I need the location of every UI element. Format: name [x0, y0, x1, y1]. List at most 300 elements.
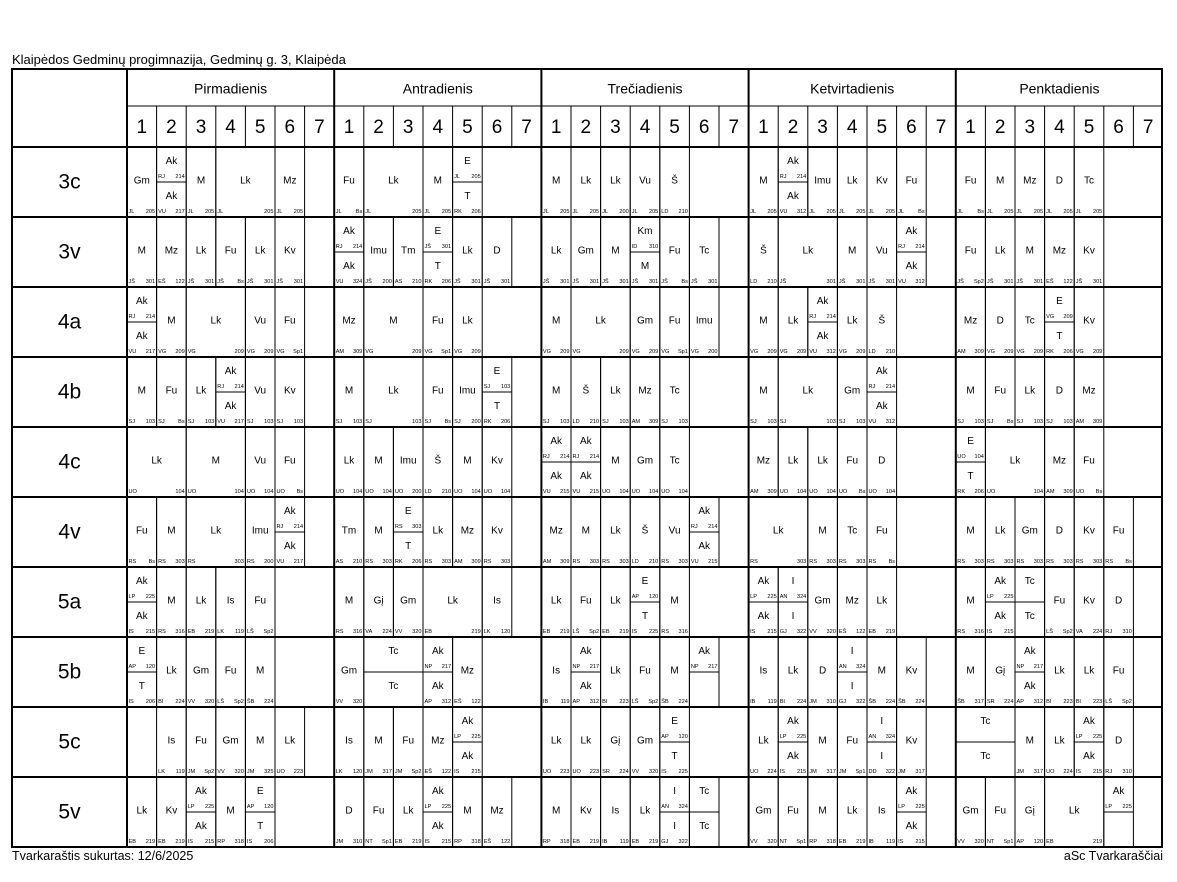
lesson-teacher: UO — [128, 489, 137, 495]
lesson-teacher: RP — [809, 839, 818, 845]
lesson-subject: Š — [671, 175, 678, 187]
lesson-subject: Tc — [1024, 315, 1035, 327]
lesson-room: 303 — [678, 559, 688, 565]
lesson-subject: M — [374, 525, 383, 537]
lesson-room: 224 — [796, 699, 807, 705]
lesson-subject: Lk — [1054, 735, 1065, 747]
lesson-teacher: RS — [246, 559, 255, 565]
period-number: 2 — [373, 117, 384, 138]
lesson-teacher: LŠ — [1105, 699, 1113, 705]
lesson-room: Bs — [858, 489, 866, 495]
lesson-subject: Lk — [550, 245, 562, 257]
lesson-room: 303 — [974, 559, 984, 565]
lesson-room: 214 — [175, 174, 185, 180]
lesson-subject: Gm — [222, 735, 239, 747]
lesson-teacher: VV — [394, 629, 403, 635]
lesson-teacher: RJ — [868, 384, 876, 390]
lesson-subject: Imu — [695, 315, 713, 327]
lesson-teacher: JŠ — [276, 279, 284, 285]
lesson-subject: Kv — [491, 525, 503, 537]
lesson-room: 215 — [560, 489, 570, 495]
lesson-subject: Lk — [1009, 455, 1021, 467]
lesson-teacher: ID — [631, 244, 638, 250]
lesson-teacher: RP — [542, 839, 551, 845]
class-name: 3v — [58, 240, 81, 264]
lesson-teacher: JL — [1016, 209, 1023, 215]
lesson-room: 224 — [915, 699, 925, 705]
lesson-teacher: UO — [602, 489, 611, 495]
day-header: Antradienis — [402, 80, 473, 97]
lesson-teacher: VG — [542, 349, 551, 355]
lesson-room: 320 — [352, 699, 363, 705]
lesson-room: 122 — [500, 839, 511, 845]
lesson-subject: Lk — [802, 245, 814, 257]
lesson-subject: Lk — [772, 525, 784, 537]
lesson-subject: Mz — [490, 805, 504, 817]
lesson-room: 318 — [471, 839, 481, 845]
lesson-teacher: SJ — [365, 419, 372, 425]
lesson-teacher: EB — [1046, 839, 1054, 845]
lesson-subject: Lk — [610, 525, 621, 537]
period-number: 6 — [491, 117, 503, 138]
lesson-subject: Lk — [1068, 805, 1080, 817]
lesson-teacher: UO — [483, 489, 493, 495]
lesson-subject: Lk — [240, 175, 251, 187]
lesson-teacher: JL — [1046, 209, 1053, 215]
lesson-room: 322 — [885, 769, 896, 775]
lesson-teacher: EŠ — [424, 769, 432, 775]
period-number: 2 — [787, 117, 799, 138]
lesson-subject: Ak — [135, 296, 148, 308]
lesson-subject: Gm — [133, 175, 150, 187]
lesson-subject: E — [256, 786, 264, 798]
lesson-room: 310 — [1122, 769, 1132, 775]
lesson-subject: M — [433, 175, 442, 187]
lesson-room: 320 — [767, 839, 777, 845]
lesson-subject: Lk — [610, 175, 621, 187]
period-number: 5 — [462, 117, 473, 138]
lesson-teacher: JL — [602, 209, 609, 215]
lesson-teacher: VU — [128, 349, 137, 355]
lesson-subject: Gm — [636, 315, 654, 327]
lesson-room: 303 — [441, 559, 452, 565]
period-number: 1 — [758, 117, 769, 138]
lesson-room: 324 — [352, 279, 363, 285]
lesson-room: 223 — [619, 699, 629, 705]
lesson-subject: Lk — [846, 805, 858, 817]
lesson-subject: Ak — [579, 436, 592, 448]
lesson-subject: M — [256, 735, 265, 747]
class-name: 5c — [58, 730, 81, 754]
lesson-teacher: JŠ — [868, 279, 876, 285]
lesson-subject: Ak — [875, 366, 888, 378]
lesson-room: 301 — [1004, 279, 1014, 285]
lesson-teacher: RS — [809, 559, 818, 565]
lesson-teacher: IS — [128, 629, 134, 635]
lesson-teacher: VG — [1046, 314, 1055, 320]
lesson-subject: Mz — [1052, 455, 1067, 467]
lesson-teacher: VU — [335, 279, 344, 285]
lesson-subject: Ak — [757, 576, 770, 588]
lesson-teacher: VG — [187, 349, 196, 355]
lesson-room: 225 — [441, 804, 452, 810]
lesson-teacher: AP — [128, 664, 136, 670]
lesson-subject: Ak — [698, 506, 711, 518]
lesson-room: 301 — [708, 279, 718, 285]
lesson-subject: Lk — [432, 525, 444, 537]
lesson-teacher: VV — [217, 769, 225, 775]
lesson-subject: Mz — [283, 175, 297, 187]
lesson-room: 301 — [648, 279, 659, 285]
lesson-room: 309 — [974, 349, 984, 355]
lesson-subject: M — [552, 385, 561, 397]
lesson-room: 224 — [678, 699, 688, 705]
lesson-subject: Ak — [698, 646, 711, 658]
lesson-teacher: JL — [750, 209, 757, 215]
lesson-room: 104 — [382, 489, 392, 495]
lesson-room: 215 — [441, 839, 452, 845]
lesson-room: 210 — [885, 349, 896, 355]
lesson-room: 103 — [560, 419, 570, 425]
lesson-teacher: RS — [1105, 559, 1114, 565]
lesson-teacher: JL — [986, 209, 993, 215]
lesson-teacher: BI — [1046, 699, 1052, 705]
lesson-subject: Lk — [787, 455, 799, 467]
lesson-room: 320 — [412, 629, 422, 635]
brand-label: aSc Tvarkaraščiai — [1063, 849, 1163, 863]
lesson-teacher: LP — [1075, 734, 1083, 740]
lesson-teacher: EŠ — [454, 699, 462, 705]
lesson-subject: Gm — [636, 735, 654, 747]
lesson-subject: Gm — [814, 595, 831, 607]
lesson-room: 120 — [500, 629, 511, 635]
lesson-room: 310 — [648, 244, 659, 250]
lesson-room: 103 — [204, 419, 215, 425]
lesson-room: 122 — [856, 629, 866, 635]
lesson-subject: M — [640, 261, 650, 273]
lesson-teacher: UO — [868, 489, 877, 495]
lesson-subject: Š — [582, 385, 590, 397]
lesson-teacher: JŠ — [986, 279, 994, 285]
lesson-teacher: RS — [957, 559, 966, 565]
lesson-teacher: AP — [631, 594, 640, 600]
lesson-teacher: VG — [365, 349, 374, 355]
lesson-room: 205 — [826, 209, 836, 215]
lesson-teacher: EB — [394, 839, 403, 845]
lesson-room: 310 — [352, 839, 363, 845]
lesson-teacher: RS — [661, 629, 670, 635]
lesson-subject: Ak — [550, 471, 563, 483]
lesson-room: 120 — [352, 769, 363, 775]
lesson-subject: Lk — [550, 735, 562, 747]
lesson-room: 209 — [856, 349, 866, 355]
lesson-teacher: UO — [335, 489, 345, 495]
lesson-room: 303 — [796, 559, 807, 565]
lesson-teacher: JL — [424, 209, 431, 215]
lesson-teacher: SJ — [542, 419, 550, 425]
lesson-teacher: EŠ — [838, 629, 847, 635]
lesson-subject: Ak — [1112, 786, 1125, 798]
lesson-subject: Mz — [431, 735, 445, 747]
lesson-teacher: VU — [572, 489, 581, 495]
lesson-room: 205 — [1063, 209, 1073, 215]
lesson-room: 215 — [204, 839, 215, 845]
lesson-subject: Ak — [905, 821, 918, 833]
lesson-room: 119 — [767, 699, 777, 705]
lesson-teacher: RP — [454, 839, 462, 845]
lesson-teacher: RS — [483, 559, 492, 565]
lesson-room: 217 — [293, 559, 304, 565]
lesson-room: 119 — [619, 839, 629, 845]
lesson-room: 209 — [175, 349, 185, 355]
lesson-room: 205 — [145, 209, 156, 215]
lesson-room: 324 — [796, 594, 807, 600]
lesson-subject: Fu — [431, 315, 444, 327]
lesson-subject: Kv — [283, 385, 296, 397]
lesson-subject: T — [405, 541, 412, 553]
lesson-teacher: RJ — [158, 174, 165, 180]
day-header: Ketvirtadienis — [810, 80, 895, 97]
lesson-subject: Ak — [165, 156, 178, 168]
lesson-room: 215 — [1092, 769, 1103, 775]
lesson-subject: E — [464, 156, 471, 168]
lesson-subject: Mz — [963, 315, 978, 327]
lesson-room: 219 — [885, 629, 896, 635]
lesson-room: 205 — [1092, 209, 1103, 215]
lesson-teacher: NP — [424, 664, 433, 670]
lesson-subject: M — [552, 175, 561, 187]
lesson-room: 312 — [589, 699, 600, 705]
lesson-teacher: EŠ — [483, 839, 492, 845]
lesson-teacher: VG — [661, 349, 670, 355]
lesson-subject: Fu — [1112, 525, 1125, 537]
lesson-subject: Ak — [905, 786, 918, 798]
lesson-subject: I — [880, 751, 884, 763]
lesson-room: 217 — [145, 349, 156, 355]
lesson-room: 223 — [560, 769, 570, 775]
lesson-subject: Km — [637, 226, 653, 238]
lesson-teacher: IS — [986, 629, 993, 635]
class-name: 4v — [58, 520, 81, 544]
lesson-room: 301 — [145, 279, 156, 285]
lesson-teacher: RJ — [542, 454, 550, 460]
lesson-subject: Ak — [343, 261, 355, 273]
lesson-teacher: SJ — [483, 384, 491, 390]
lesson-teacher: EB — [542, 629, 551, 635]
lesson-subject: Tc — [980, 751, 991, 763]
lesson-teacher: JL — [572, 209, 579, 215]
lesson-subject: D — [1055, 525, 1064, 537]
lesson-teacher: IS — [1075, 769, 1081, 775]
lesson-subject: Gm — [1021, 525, 1038, 537]
lesson-teacher: SJ — [276, 419, 284, 425]
lesson-subject: M — [759, 385, 768, 397]
lesson-subject: Fu — [283, 315, 296, 327]
lesson-subject: Vu — [668, 525, 681, 537]
lesson-subject: Š — [641, 525, 649, 537]
lesson-subject: Ak — [1083, 751, 1095, 763]
lesson-subject: Lk — [1054, 665, 1065, 677]
lesson-subject: M — [167, 595, 176, 607]
lesson-subject: M — [611, 455, 620, 467]
lesson-subject: M — [581, 525, 590, 537]
lesson-subject: Š — [434, 455, 442, 467]
lesson-room: 225 — [471, 734, 481, 740]
lesson-room: Sp1 — [855, 769, 866, 775]
lesson-subject: M — [966, 525, 975, 537]
lesson-subject: Mz — [460, 665, 475, 677]
lesson-subject: M — [167, 315, 176, 327]
lesson-subject: Tc — [388, 681, 399, 693]
lesson-subject: M — [256, 665, 265, 677]
lesson-teacher: UO — [750, 769, 759, 775]
lesson-subject: Imu — [370, 245, 387, 257]
lesson-subject: Gį — [995, 665, 1006, 677]
lesson-subject: Lk — [462, 315, 473, 327]
lesson-subject: Ak — [787, 156, 799, 168]
lesson-teacher: RK — [424, 279, 433, 285]
lesson-subject: Lk — [550, 595, 562, 607]
lesson-room: 122 — [441, 769, 452, 775]
lesson-subject: Ak — [1023, 681, 1036, 693]
lesson-teacher: VU — [276, 559, 285, 565]
lesson-room: 324 — [856, 664, 866, 670]
lesson-teacher: ŠB — [246, 699, 255, 705]
lesson-subject: Ak — [343, 226, 355, 238]
lesson-teacher: NT — [365, 839, 373, 845]
lesson-teacher: JL — [838, 209, 845, 215]
lesson-teacher: VV — [957, 839, 965, 845]
lesson-room: 309 — [1092, 419, 1103, 425]
lesson-teacher: VA — [365, 629, 373, 635]
lesson-room: 301 — [1092, 279, 1103, 285]
lesson-room: 224 — [382, 629, 392, 635]
lesson-subject: Ak — [135, 576, 148, 588]
lesson-teacher: JM — [394, 769, 403, 775]
period-number: 6 — [284, 117, 296, 138]
lesson-teacher: JM — [246, 769, 255, 775]
lesson-room: 210 — [767, 279, 777, 285]
lesson-room: Sp2 — [973, 279, 984, 285]
lesson-subject: Fu — [994, 385, 1007, 397]
lesson-teacher: EŠ — [1046, 279, 1054, 285]
lesson-subject: D — [493, 245, 501, 257]
lesson-room: 215 — [767, 629, 777, 635]
lesson-subject: M — [759, 315, 768, 327]
lesson-teacher: JL — [868, 209, 875, 215]
lesson-room: 225 — [1122, 804, 1132, 810]
lesson-subject: Ak — [905, 226, 918, 238]
lesson-teacher: RS — [868, 559, 877, 565]
lesson-room: 223 — [1092, 699, 1103, 705]
lesson-teacher: RK — [394, 559, 403, 565]
lesson-room: 312 — [796, 209, 807, 215]
lesson-teacher: AM — [542, 559, 552, 565]
lesson-subject: Ak — [195, 821, 207, 833]
lesson-subject: Lk — [610, 385, 621, 397]
period-number: 4 — [639, 117, 651, 138]
lesson-teacher: SJ — [602, 419, 609, 425]
lesson-teacher: SJ — [128, 419, 136, 425]
period-number: 3 — [402, 117, 414, 138]
lesson-room: 103 — [826, 419, 836, 425]
lesson-teacher: RJ — [128, 314, 136, 320]
lesson-room: 215 — [471, 769, 481, 775]
period-number: 6 — [906, 117, 917, 138]
lesson-teacher: LŠ — [217, 699, 225, 705]
lesson-subject: Is — [877, 805, 886, 817]
lesson-subject: I — [791, 576, 795, 588]
lesson-teacher: VG — [631, 349, 640, 355]
lesson-room: 209 — [560, 349, 570, 355]
lesson-room: 301 — [885, 279, 896, 285]
lesson-subject: Lk — [846, 175, 858, 187]
period-number: 3 — [817, 117, 828, 138]
lesson-teacher: JM — [809, 699, 817, 705]
lesson-teacher: EB — [128, 839, 136, 845]
lesson-room: 225 — [678, 769, 688, 775]
lesson-subject: Gm — [844, 385, 861, 397]
lesson-teacher: JL — [631, 209, 638, 215]
class-name: 5a — [57, 590, 82, 614]
lesson-room: 317 — [915, 769, 925, 775]
lesson-room: Bs — [237, 279, 244, 285]
lesson-teacher: RS — [957, 629, 966, 635]
lesson-room: Sp2 — [233, 699, 244, 705]
lesson-room: 214 — [293, 524, 304, 530]
lesson-subject: M — [966, 665, 975, 677]
lesson-room: 200 — [619, 209, 629, 215]
lesson-subject: Lk — [1083, 665, 1095, 677]
lesson-room: 322 — [856, 699, 866, 705]
lesson-room: 223 — [1063, 699, 1073, 705]
lesson-subject: Lk — [846, 315, 858, 327]
day-header: Trečiadienis — [607, 80, 683, 97]
lesson-room: Sp1 — [677, 349, 688, 355]
lesson-teacher: JŠ — [454, 279, 461, 285]
lesson-room: 324 — [678, 804, 688, 810]
lesson-subject: T — [493, 401, 501, 413]
lesson-teacher: UO — [661, 489, 670, 495]
lesson-room: 224 — [619, 769, 629, 775]
lesson-room: 309 — [648, 419, 659, 425]
lesson-teacher: JM — [809, 769, 817, 775]
lesson-teacher: IS — [631, 629, 637, 635]
lesson-teacher: RS — [394, 524, 403, 530]
period-number: 5 — [1083, 117, 1095, 138]
lesson-room: 320 — [648, 769, 659, 775]
lesson-teacher: JL — [276, 209, 283, 215]
lesson-room: 205 — [885, 209, 896, 215]
lesson-teacher: JŠ — [838, 279, 846, 285]
lesson-subject: Fu — [1053, 595, 1066, 607]
lesson-teacher: LD — [424, 489, 432, 495]
lesson-subject: Tc — [980, 716, 991, 728]
lesson-room: 205 — [1004, 209, 1014, 215]
lesson-room: 205 — [648, 209, 659, 215]
lesson-teacher: JL — [1075, 209, 1082, 215]
lesson-teacher: EB — [631, 839, 640, 845]
lesson-teacher: SJ — [1046, 419, 1053, 425]
lesson-subject: Lk — [388, 175, 399, 187]
lesson-teacher: SJ — [1016, 419, 1024, 425]
lesson-subject: Fu — [224, 665, 237, 677]
lesson-subject: Lk — [787, 665, 799, 677]
lesson-teacher: JM — [838, 769, 847, 775]
lesson-teacher: JL — [898, 209, 905, 215]
lesson-teacher: EB — [187, 629, 196, 635]
lesson-room: 103 — [500, 384, 511, 390]
